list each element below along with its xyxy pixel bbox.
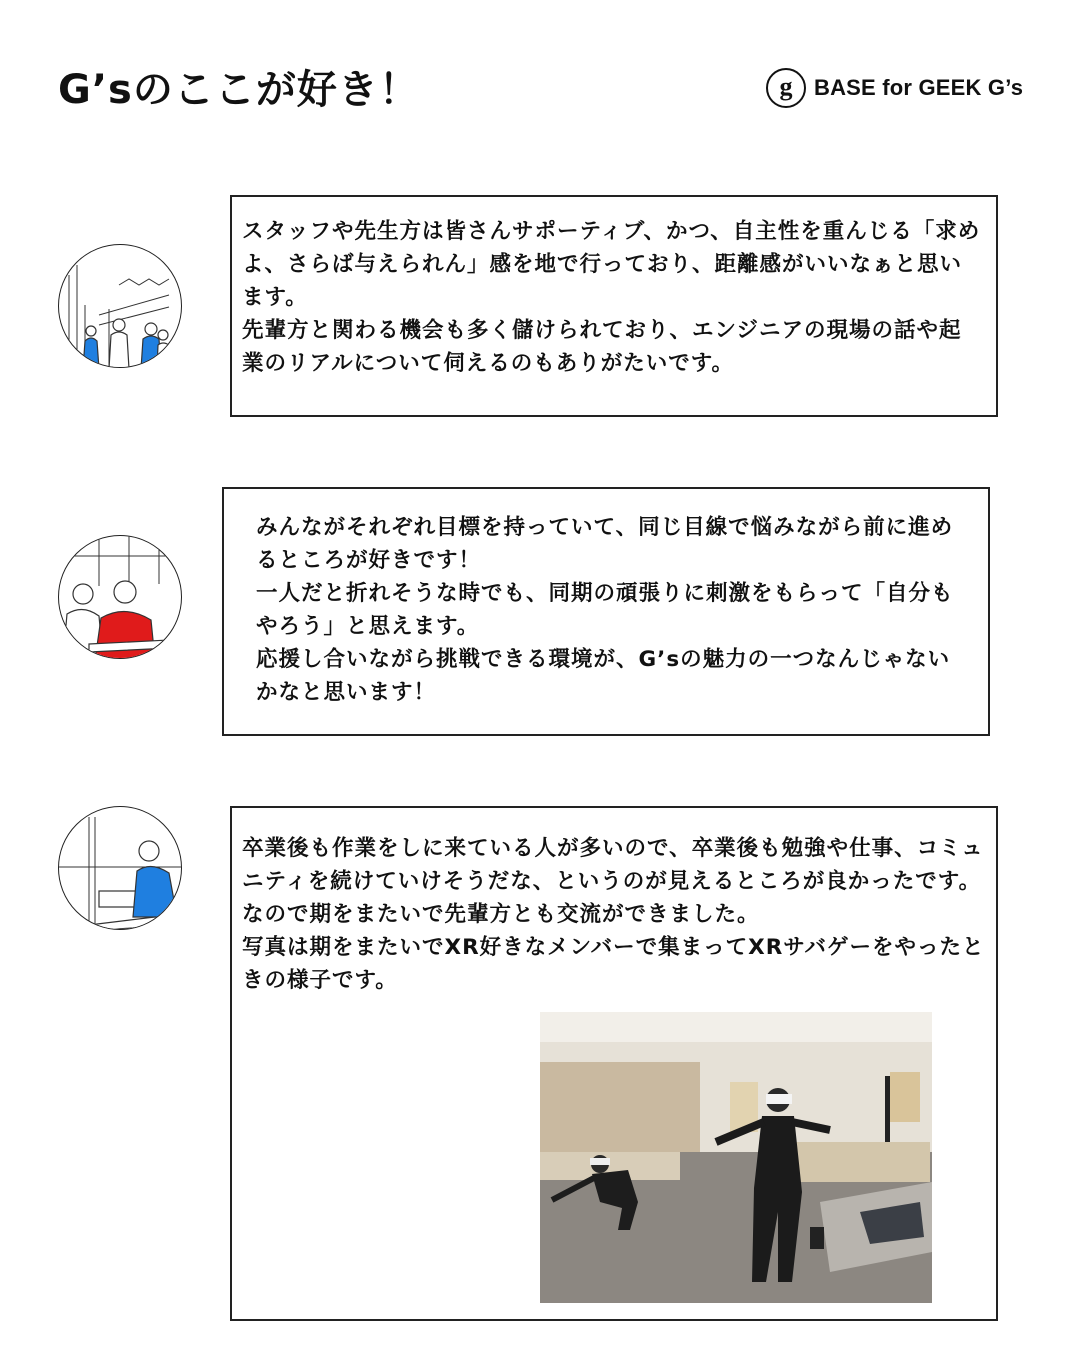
g-logo-icon bbox=[766, 68, 806, 108]
xr-game-photo bbox=[540, 1012, 932, 1303]
testimonial-text-2: みんながそれぞれ目標を持っていて、同じ目線で悩みながら前に進めるところが好きです！ 一人だと折れそうな時でも、同期の頑張りに刺激をもらって「自分もやろう」と思えます。 応援し合いながら挑戦できる環境が、G’sの魅力の一つなんじゃないかなと思います！ bbox=[256, 515, 954, 705]
avatar-people-walking-icon bbox=[58, 244, 182, 368]
testimonial-text-1: スタッフや先生方は皆さんサポーティブ、かつ、自主性を重んじる「求めよ、さらば与えられん」感を地で行っており、距離感がいいなぁと思います。 先輩方と関わる機会も多く儲けられており、エンジニアの現場の話や起業のリアルについて伺えるのもありがたいです。 bbox=[242, 219, 981, 376]
page-title: G’sのここが好き！ bbox=[58, 67, 420, 113]
testimonial-card-1 bbox=[230, 195, 998, 417]
svg-text:g: g bbox=[779, 73, 793, 101]
testimonial-text-3: 卒業後も作業をしに来ている人が多いので、卒業後も勉強や仕事、コミュニティを続けていけそうだな、というのが見えるところが良かったです。 なので期をまたいで先輩方とも交流ができました。 写真は期をまたいでXR好きなメンバーで集まってXRサバゲーをやったときの様子です。 bbox=[242, 836, 985, 993]
avatar-red-sweater-icon bbox=[58, 535, 182, 659]
testimonial-card-2 bbox=[222, 487, 990, 736]
avatar-person-at-laptop-icon bbox=[58, 806, 182, 930]
brand-name: BASE for GEEK G’s bbox=[814, 75, 1024, 100]
brand bbox=[766, 66, 1023, 110]
